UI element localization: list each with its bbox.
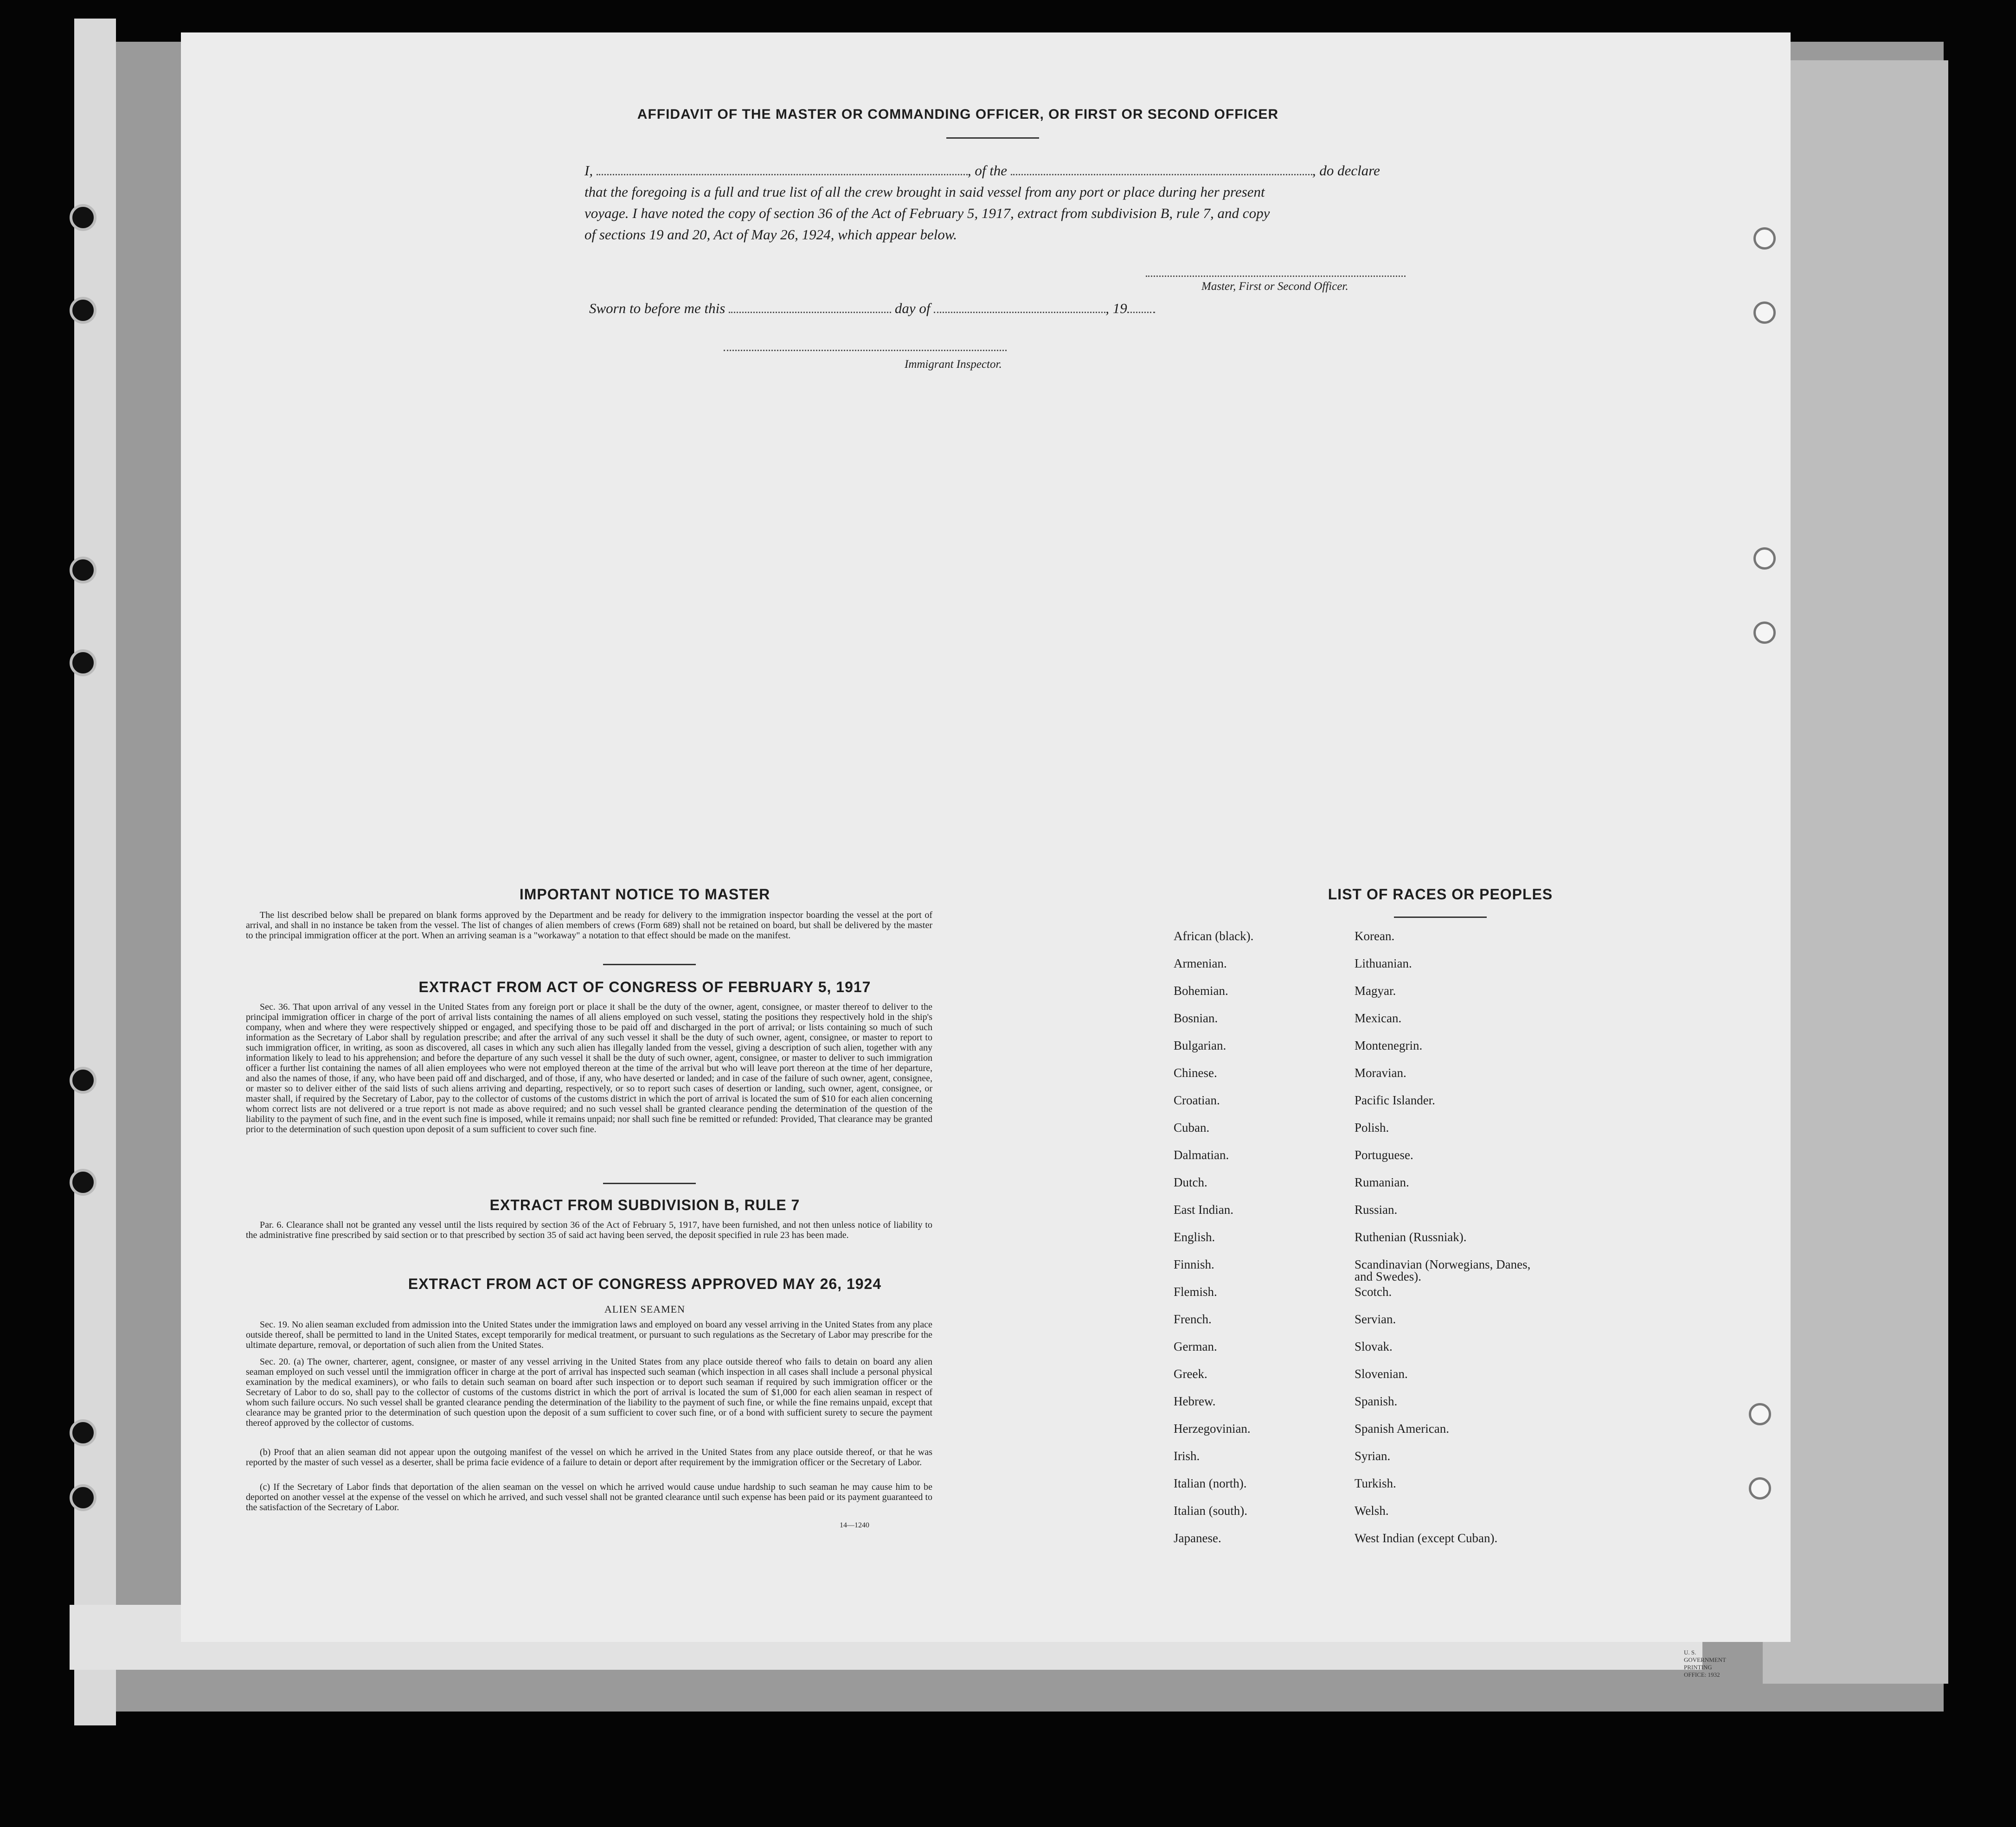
notice-title: IMPORTANT NOTICE TO MASTER <box>519 886 770 903</box>
strip-hole-icon <box>70 649 96 676</box>
race-entry: Dalmatian. <box>1174 1148 1229 1162</box>
sec20b-body: (b) Proof that an alien seaman did not appear upon the outgoing manifest of the vessel on which he arrived in the United States from any place outside thereof, or that he was reported by the master of such vessel as a deserter, shall be prima facie evidence of a failure to detain or deport after requirement by the immigration officer or the Secretary of Labor. <box>246 1447 932 1468</box>
divider <box>603 1183 696 1184</box>
sworn-line <box>589 298 1155 319</box>
race-entry: English. <box>1174 1230 1215 1244</box>
race-entry: Welsh. <box>1355 1504 1389 1518</box>
binder-hole-icon <box>1749 1403 1771 1425</box>
race-entry: Moravian. <box>1355 1066 1406 1080</box>
race-entry: Flemish. <box>1174 1285 1217 1299</box>
divider <box>946 137 1039 139</box>
underlying-sheet-edge <box>1763 60 1948 1684</box>
affidavit-i-label: I, <box>584 162 593 179</box>
race-entry: Servian. <box>1355 1312 1396 1326</box>
strip-hole-icon <box>70 557 96 583</box>
race-entry: Italian (south). <box>1174 1504 1247 1518</box>
divider <box>603 964 696 965</box>
race-entry: Ruthenian (Russniak). <box>1355 1230 1467 1244</box>
strip-hole-icon <box>70 204 96 231</box>
divider <box>1394 917 1487 918</box>
rule7-title: EXTRACT FROM SUBDIVISION B, RULE 7 <box>489 1197 800 1213</box>
sworn-day-blank[interactable] <box>729 310 891 313</box>
form-number: 14—1240 <box>840 1521 869 1529</box>
race-entry: Mexican. <box>1355 1011 1402 1025</box>
race-entry: Irish. <box>1174 1449 1200 1463</box>
sworn-year-blank[interactable] <box>1127 310 1155 313</box>
race-entry: Japanese. <box>1174 1531 1221 1545</box>
race-entry: Bulgarian. <box>1174 1039 1226 1052</box>
rule7-body: Par. 6. Clearance shall not be granted any vessel until the lists required by section 36 of the Act of February 5, 1917, have been furnished, and not then unless notice of liability to the administrative fine prescribed by said section or to that prescribed by section 35 of said act having been served, the deposit specified in rule 23 has been made. <box>246 1220 932 1240</box>
strip-hole-icon <box>70 297 96 324</box>
strip-hole-icon <box>70 1169 96 1196</box>
race-entry: Portuguese. <box>1355 1148 1413 1162</box>
notice-body: The list described below shall be prepared on blank forms approved by the Department and be ready for delivery to the immigration inspector boarding the vessel at the port of arrival, and shall in no instance be taken from the vessel. The list of changes of alien members of crews (Form 689) shall not be retained on board, but shall be delivered by the master to the principal immigration officer at the port. When an arriving seaman is a "workaway" a notation to that effect should be made on the manifest. <box>246 910 932 941</box>
race-entry: Greek. <box>1174 1367 1207 1381</box>
name-blank[interactable] <box>597 172 968 175</box>
manifest-back-page <box>181 32 1791 1642</box>
race-entry: Dutch. <box>1174 1175 1207 1189</box>
race-entry: Polish. <box>1355 1121 1389 1135</box>
affidavit-of-label: , of the <box>967 162 1008 179</box>
binder-hole-icon <box>1753 227 1776 250</box>
affidavit-declare-label: , do declare <box>1312 162 1380 179</box>
master-signature-label: Master, First or Second Officer. <box>1201 280 1348 293</box>
sworn-label: Sworn to before me this <box>589 300 726 316</box>
strip-hole-icon <box>70 1067 96 1094</box>
day-of-label: day of <box>894 300 931 316</box>
race-entry: Spanish. <box>1355 1394 1398 1408</box>
affidavit-line-2: that the foregoing is a full and true list of all the crew brought in said vessel from any port or place during her present <box>584 184 1265 200</box>
race-entry: Montenegrin. <box>1355 1039 1423 1052</box>
race-entry: Spanish American. <box>1355 1422 1449 1436</box>
race-entry: Finnish. <box>1174 1257 1214 1271</box>
extract-1917-title: EXTRACT FROM ACT OF CONGRESS OF FEBRUARY 5, 1917 <box>418 979 871 995</box>
extract-1924-title: EXTRACT FROM ACT OF CONGRESS APPROVED MAY 26, 1924 <box>408 1276 882 1292</box>
alien-seamen-subtitle: ALIEN SEAMEN <box>604 1303 685 1315</box>
race-entry: German. <box>1174 1340 1217 1353</box>
race-entry: Scotch. <box>1355 1285 1392 1299</box>
strip-hole-icon <box>70 1419 96 1446</box>
race-entry: Scandinavian (Norwegians, Danes, and Swedes). <box>1355 1257 1531 1283</box>
race-entry: Herzegovinian. <box>1174 1422 1251 1436</box>
binder-hole-icon <box>1749 1477 1771 1500</box>
race-entry: West Indian (except Cuban). <box>1355 1531 1498 1545</box>
race-entry: Rumanian. <box>1355 1175 1409 1189</box>
inspector-signature-line[interactable] <box>724 348 1007 351</box>
race-entry: Hebrew. <box>1174 1394 1216 1408</box>
race-entry: Bosnian. <box>1174 1011 1218 1025</box>
race-entry: Pacific Islander. <box>1355 1093 1435 1107</box>
race-entry: Korean. <box>1355 929 1395 943</box>
sec19-body: Sec. 19. No alien seaman excluded from admission into the United States under the immigration laws and employed on board any vessel arriving in the United States from any place outside thereof, shall be permitted to land in the United States, except temporarily for medical treatment, or pursuant to such regulations as the Secretary of Labor may prescribe for the ultimate departure, removal, or deportation of such alien from the United States. <box>246 1320 932 1350</box>
races-title: LIST OF RACES OR PEOPLES <box>1328 886 1553 903</box>
race-entry: Russian. <box>1355 1203 1398 1217</box>
affidavit-title: AFFIDAVIT OF THE MASTER OR COMMANDING OFFICER, OR FIRST OR SECOND OFFICER <box>637 107 1279 122</box>
inspector-signature-label: Immigrant Inspector. <box>905 358 1002 371</box>
race-entry: Italian (north). <box>1174 1476 1247 1490</box>
race-entry: African (black). <box>1174 929 1254 943</box>
race-entry: Slovak. <box>1355 1340 1393 1353</box>
binder-hole-icon <box>1753 301 1776 324</box>
affidavit-line-3: voyage. I have noted the copy of section 36 of the Act of February 5, 1917, extract from subdivision B, rule 7, and copy <box>584 205 1270 221</box>
sec20c-body: (c) If the Secretary of Labor finds that deportation of the alien seaman on the vessel on which he arrived would cause undue hardship to such seaman he may cause him to be deported on another vessel at the expense of the vessel on which he arrived, and such vessel shall not be granted clearance until such expense has been paid or its payment guaranteed to the satisfaction of the Secretary of Labor. <box>246 1482 932 1513</box>
strip-hole-icon <box>70 1484 96 1511</box>
race-entry: Croatian. <box>1174 1093 1220 1107</box>
race-entry: Cuban. <box>1174 1121 1210 1135</box>
year-label: , 19 <box>1105 300 1127 316</box>
race-entry: French. <box>1174 1312 1212 1326</box>
race-entry: Slovenian. <box>1355 1367 1408 1381</box>
binding-strip <box>74 19 116 1725</box>
race-entry: Armenian. <box>1174 956 1227 970</box>
underlying-printer-line: U. S. GOVERNMENT PRINTING OFFICE: 1932 <box>1684 1649 1726 1678</box>
race-entry: East Indian. <box>1174 1203 1233 1217</box>
race-entry: Syrian. <box>1355 1449 1391 1463</box>
affidavit-declaration <box>584 160 1624 245</box>
sec20a-body: Sec. 20. (a) The owner, charterer, agent, consignee, or master of any vessel arriving in the United States from any place outside thereof who fails to detain on board any alien seaman employed on such vessel until the immigration officer in charge at the port of arrival has inspected such seaman (which inspection in all cases shall include a personal physical examination by the medical examiners), or who fails to detain such seaman on board after such inspection or to deport such seaman if required by such immigration officer or the Secretary of Labor to do so, shall pay to the collector of customs of the customs district in which the port of arrival is located the sum of $1,000 for each alien seaman in respect of whom such failure occurs. No such vessel shall be granted clearance pending the determination of the liability to the payment of such fine, or while the fine remains unpaid, except that clearance may be granted prior to the determination of such question upon the deposit of a sum sufficient to cover such fine, or of a bond with sufficient surety to secure the payment thereof approved by the collector of customs. <box>246 1357 932 1428</box>
race-entry: Bohemian. <box>1174 984 1228 998</box>
race-entry: Magyar. <box>1355 984 1396 998</box>
race-entry: Turkish. <box>1355 1476 1396 1490</box>
race-entry: Chinese. <box>1174 1066 1217 1080</box>
sworn-month-blank[interactable] <box>934 310 1105 313</box>
vessel-blank[interactable] <box>1011 172 1312 175</box>
binder-hole-icon <box>1753 622 1776 644</box>
race-entry: Lithuanian. <box>1355 956 1412 970</box>
binder-hole-icon <box>1753 547 1776 570</box>
affidavit-line-4: of sections 19 and 20, Act of May 26, 1924, which appear below. <box>584 226 957 243</box>
extract-1917-body: Sec. 36. That upon arrival of any vessel in the United States from any foreign port or place it shall be the duty of the owner, agent, consignee, or master thereof to deliver to the principal immigration officer in charge of the port of arrival lists containing the names of all aliens employed on such vessel, stating the positions they respectively hold in the ship's company, when and where they were respectively shipped or engaged, and specifying those to be paid off and discharged in the port of arrival; or lists containing so much of such information as the Secretary of Labor shall by regulation prescribe; and after the arrival of any such vessel it shall be the duty of such owner, agent, consignee, or master to report to such immigration officer, in writing, as soon as discovered, all cases in which any such alien has illegally landed from the vessel, giving a description of such alien, together with any information likely to lead to his apprehension; and before the departure of any such vessel it shall be the duty of such owner, agent, consignee, or master to deliver to such immigration officer a further list containing the names of all alien employees who were not employed thereon at the time of the arrival but who will leave port thereon at the time of her departure, and also the names of those, if any, who have been paid off and discharged, and of those, if any, who have deserted or landed; and in case of the failure of such owner, agent, consignee, or master so to deliver either of the said lists of such aliens arriving and departing, respectively, or so to report such cases of desertion or landing, such owner, agent, consignee, or master shall, if required by the Secretary of Labor, pay to the collector of customs of the customs district in which the port of arrival is located the sum of $10 for each alien concerning whom correct lists are not delivered or a true report is not made as above required; and no such vessel shall be granted clearance pending the determination of the question of the liability to the payment of such fine, and in the event such fine is imposed, while it remains unpaid; nor shall such fine be remitted or refunded: Provided, That clearance may be granted prior to the determination of such question upon deposit of a sum sufficient to cover such fine. <box>246 1002 932 1135</box>
